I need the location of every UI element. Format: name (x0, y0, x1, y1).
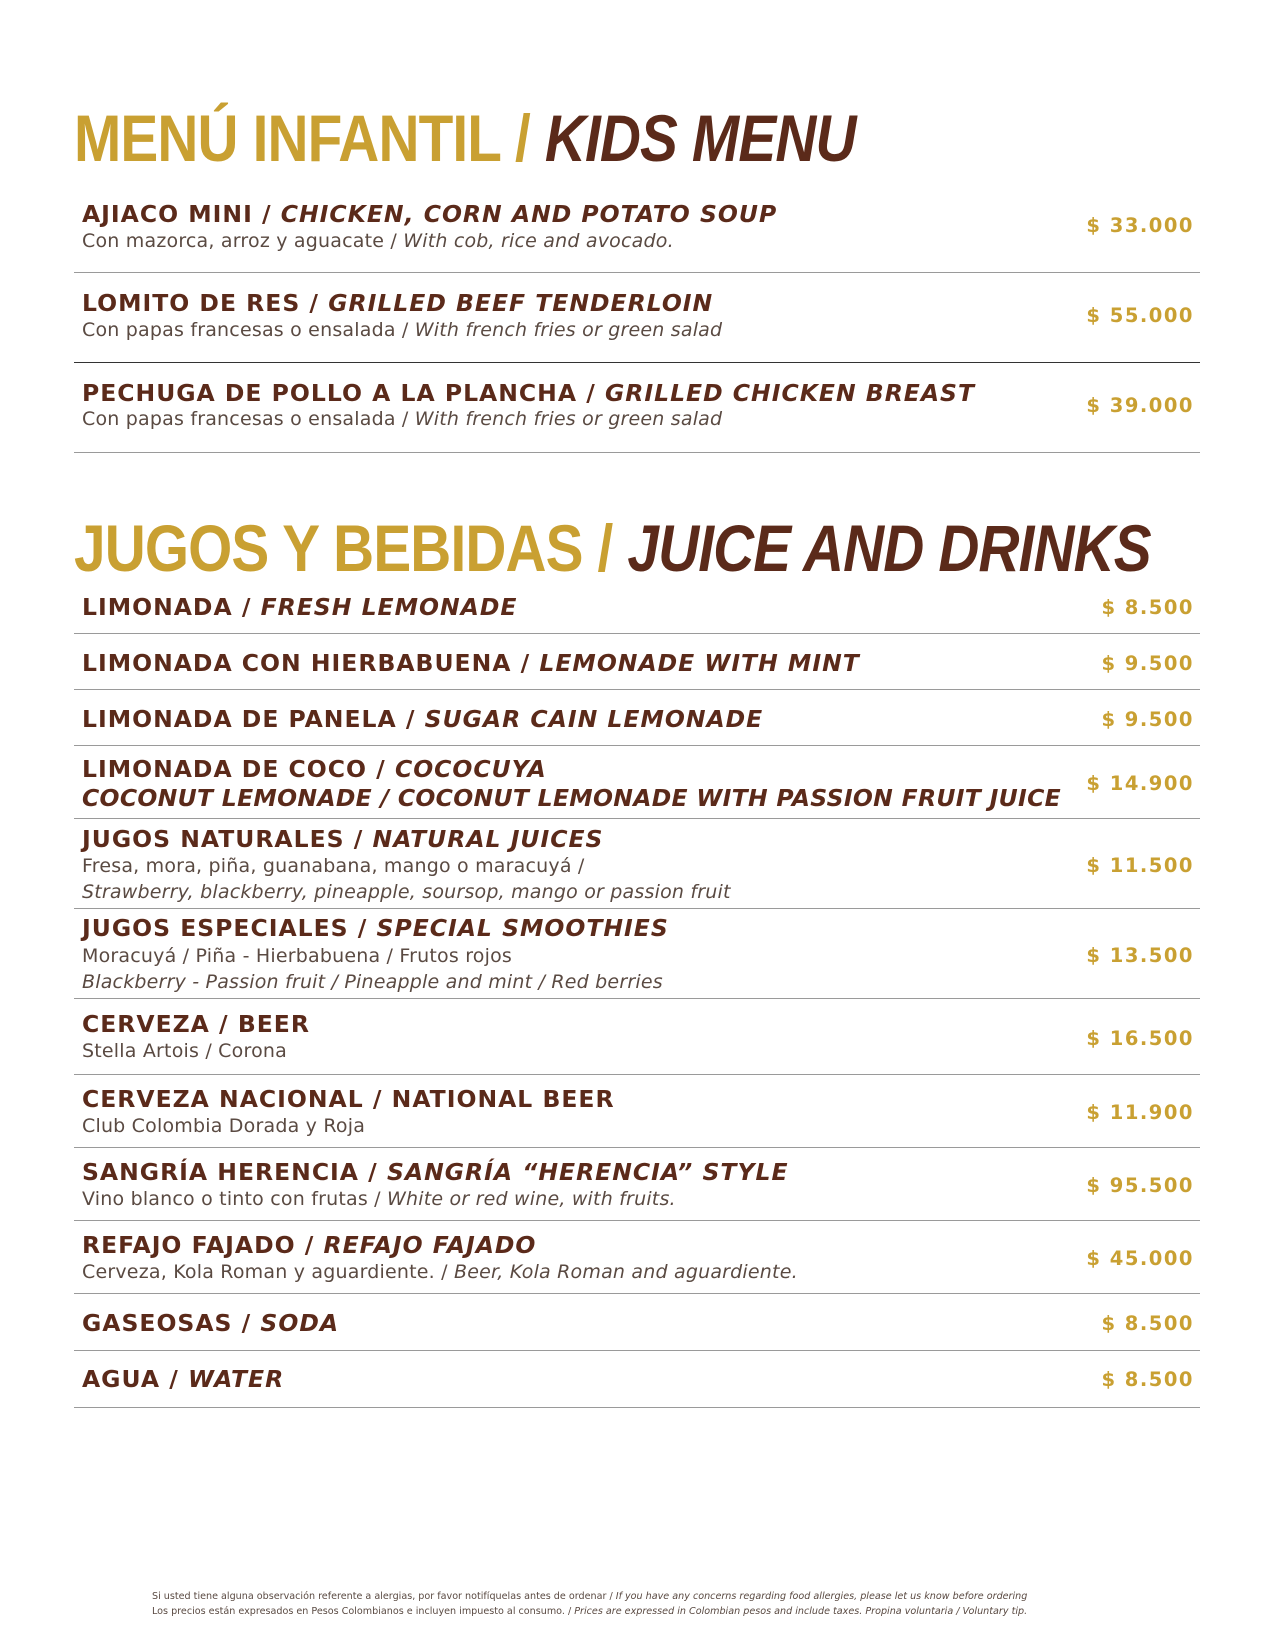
item-name: LIMONADA / FRESH LEMONADE (82, 593, 518, 621)
item-price: $ 9.500 (1101, 652, 1194, 675)
kids-title-sep: / (500, 101, 545, 175)
kids-menu-title (74, 100, 856, 176)
item-description: Stella Artois / Corona (82, 1040, 287, 1062)
item-description-en: Strawberry, blackberry, pineapple, soursop, mango or passion fruit (82, 881, 731, 903)
menu-item-gaseosas (74, 1294, 1200, 1351)
menu-item-limonada (74, 590, 1200, 634)
drinks-title-en: JUICE AND DRINKS (627, 511, 1151, 585)
menu-item-jugos-especiales (74, 909, 1200, 999)
item-name: LIMONADA CON HIERBABUENA / LEMONADE WITH MINT (82, 649, 860, 677)
item-price: $ 16.500 (1086, 1027, 1194, 1050)
item-name: JUGOS ESPECIALES / SPECIAL SMOOTHIES (82, 914, 669, 942)
item-name: PECHUGA DE POLLO A LA PLANCHA / GRILLED CHICKEN BREAST (82, 379, 976, 407)
item-description-en: Blackberry - Passion fruit / Pineapple and mint / Red berries (82, 971, 663, 993)
item-price: $ 14.900 (1086, 772, 1194, 795)
item-description: Vino blanco o tinto con frutas / White or red wine, with fruits. (82, 1188, 676, 1210)
menu-item-pechuga (74, 363, 1200, 453)
item-name: LIMONADA DE COCO / COCOCUYA (82, 755, 547, 783)
footer-notes (152, 1589, 1132, 1619)
item-price: $ 8.500 (1101, 1368, 1194, 1391)
menu-item-refajo (74, 1221, 1200, 1294)
menu-item-agua (74, 1351, 1200, 1408)
item-price: $ 55.000 (1086, 304, 1194, 327)
item-name: CERVEZA NACIONAL / NATIONAL BEER (82, 1085, 615, 1113)
item-price: $ 9.500 (1101, 708, 1194, 731)
item-name: JUGOS NATURALES / NATURAL JUICES (82, 825, 604, 853)
item-name: CERVEZA / BEER (82, 1010, 310, 1038)
item-price: $ 8.500 (1101, 1312, 1194, 1335)
menu-item-lomito (74, 273, 1200, 363)
item-description: Con papas francesas o ensalada / With french fries or green salad (82, 319, 723, 341)
menu-item-ajiaco (74, 198, 1200, 273)
item-price: $ 95.500 (1086, 1174, 1194, 1197)
kids-title-es: MENÚ INFANTIL (74, 101, 501, 175)
menu-item-limonada-panela (74, 690, 1200, 746)
item-price: $ 39.000 (1086, 394, 1194, 417)
item-description: Con papas francesas o ensalada / With french fries or green salad (82, 408, 723, 430)
footer-price-note: Los precios están expresados en Pesos Colombianos e incluyen impuesto al consumo. / Prices are expressed in Colombian pesos and include taxes. Propina voluntaria / Voluntary tip. (152, 1606, 1028, 1617)
item-name: LOMITO DE RES / GRILLED BEEF TENDERLOIN (82, 289, 714, 317)
menu-item-sangria (74, 1148, 1200, 1221)
footer-allergy-note: Si usted tiene alguna observación referente a alergias, por favor notifíquelas antes de ordenar / If you have any concerns regarding food allergies, please let us know before ordering (152, 1591, 1028, 1602)
menu-item-cerveza-nacional (74, 1075, 1200, 1148)
item-description: Moracuyá / Piña - Hierbabuena / Frutos rojos (82, 945, 513, 967)
menu-item-cerveza (74, 999, 1200, 1075)
item-description: Fresa, mora, piña, guanabana, mango o maracuyá / (82, 855, 585, 877)
item-description: Con mazorca, arroz y aguacate / With cob, rice and avocado. (82, 230, 674, 252)
kids-title-en: KIDS MENU (544, 101, 856, 175)
item-name: LIMONADA DE PANELA / SUGAR CAIN LEMONADE (82, 705, 764, 733)
item-description: Club Colombia Dorada y Roja (82, 1115, 366, 1137)
item-price: $ 11.900 (1086, 1101, 1194, 1124)
menu-item-jugos-naturales (74, 819, 1200, 909)
item-price: $ 11.500 (1086, 854, 1194, 877)
item-name: AGUA / WATER (82, 1365, 285, 1393)
item-price: $ 45.000 (1086, 1247, 1194, 1270)
item-name: AJIACO MINI / CHICKEN, CORN AND POTATO SOUP (82, 200, 778, 228)
item-price: $ 13.500 (1086, 944, 1194, 967)
item-name: REFAJO FAJADO / REFAJO FAJADO (82, 1231, 537, 1259)
item-name-en-line: COCONUT LEMONADE / COCONUT LEMONADE WITH PASSION FRUIT JUICE (82, 784, 1061, 812)
drinks-title-sep: / (582, 511, 628, 585)
item-name: SANGRÍA HERENCIA / SANGRÍA “HERENCIA” STYLE (82, 1158, 789, 1186)
menu-item-limonada-coco (74, 746, 1200, 819)
menu-item-limonada-hierbabuena (74, 634, 1200, 690)
item-price: $ 33.000 (1086, 214, 1194, 237)
item-description: Cerveza, Kola Roman y aguardiente. / Beer, Kola Roman and aguardiente. (82, 1261, 798, 1283)
item-name: GASEOSAS / SODA (82, 1309, 340, 1337)
item-price: $ 8.500 (1101, 596, 1194, 619)
drinks-title-es: JUGOS Y BEBIDAS (74, 511, 583, 585)
drinks-menu-title (74, 510, 1151, 586)
